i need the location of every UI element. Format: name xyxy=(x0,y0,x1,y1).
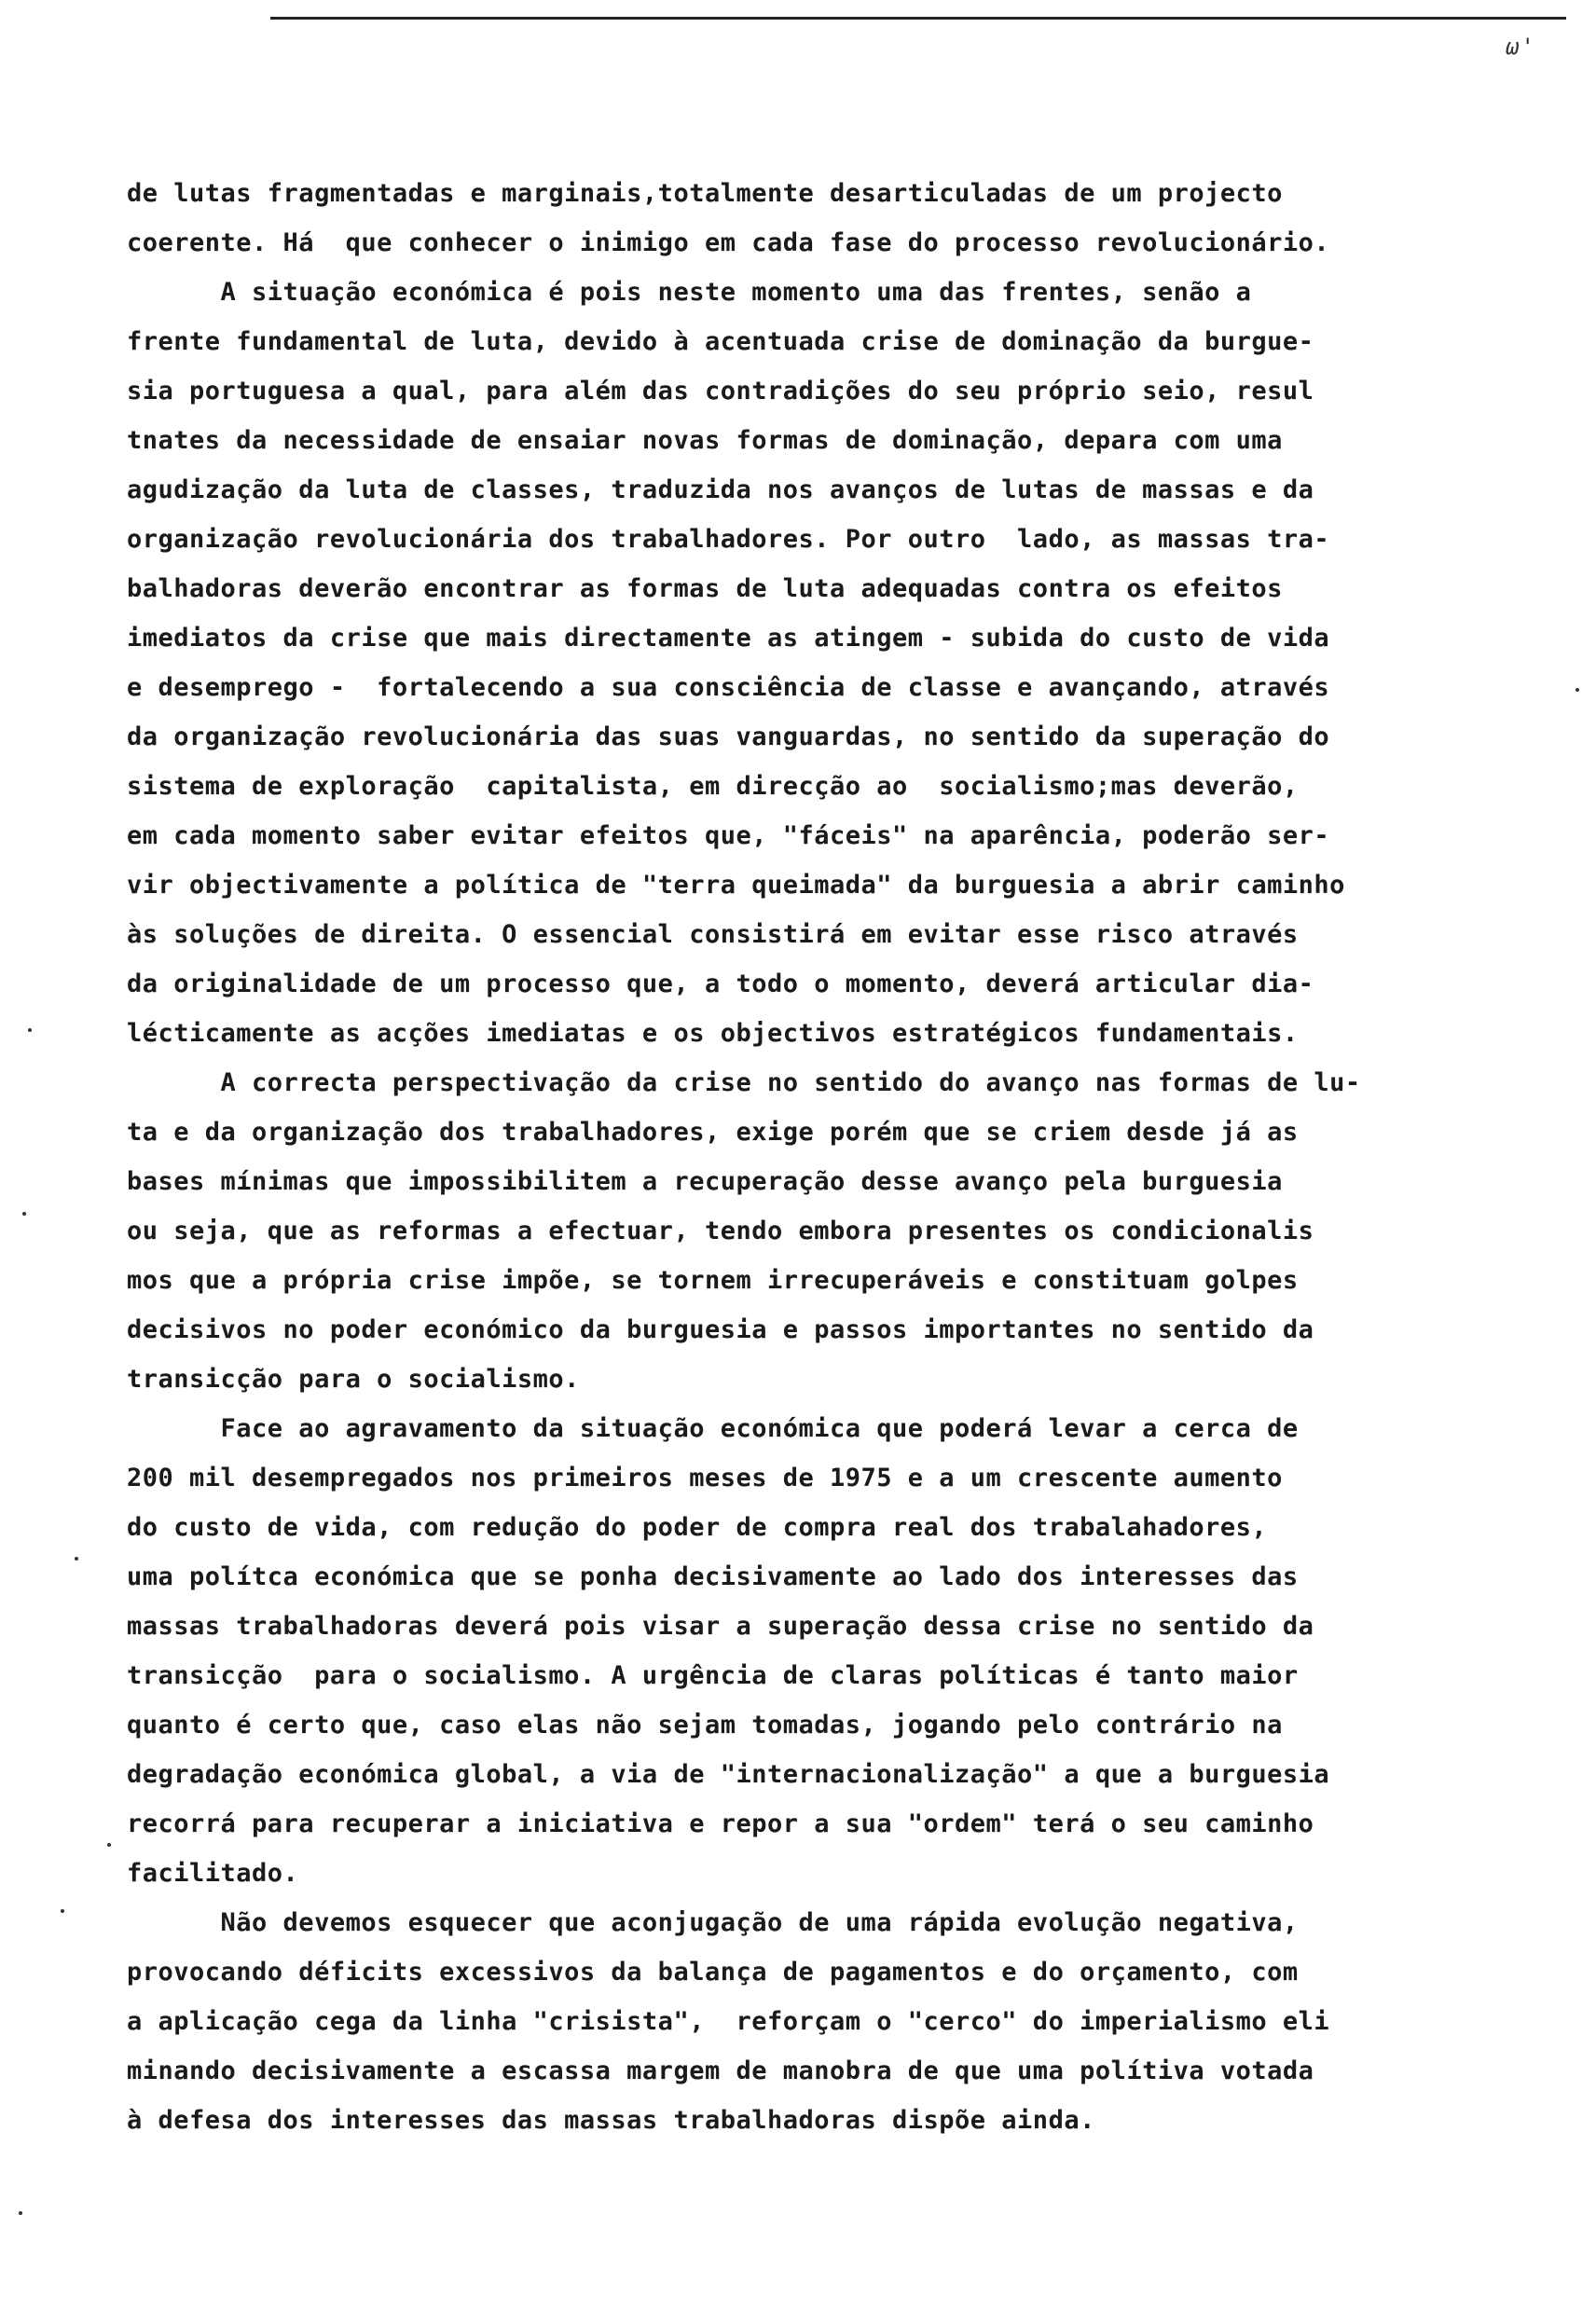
text-line: sistema de exploração capitalista, em direcção ao socialismo;mas deverão, xyxy=(127,772,1299,801)
text-line: lécticamente as acções imediatas e os objectivos estratégicos fundamentais. xyxy=(127,1019,1299,1048)
text-line: ou seja, que as reformas a efectuar, tendo embora presentes os condicionalis xyxy=(127,1217,1314,1245)
text-line: 200 mil desempregados nos primeiros meses de 1975 e a um crescente aumento xyxy=(127,1464,1283,1492)
text-line: balhadoras deverão encontrar as formas de luta adequadas contra os efeitos xyxy=(127,574,1283,603)
scan-speck xyxy=(61,1909,64,1913)
text-line: A situação económica é pois neste momento uma das frentes, senão a xyxy=(127,278,1252,307)
text-line: frente fundamental de luta, devido à acentuada crise de dominação da burgue- xyxy=(127,327,1314,356)
text-line: à defesa dos interesses das massas trabalhadoras dispõe ainda. xyxy=(127,2106,1095,2135)
text-line: Face ao agravamento da situação económica que poderá levar a cerca de xyxy=(127,1414,1299,1443)
text-line: de lutas fragmentadas e marginais,totalmente desarticuladas de um projecto xyxy=(127,179,1283,208)
text-line: vir objectivamente a política de "terra queimada" da burguesia a abrir caminho xyxy=(127,871,1345,900)
text-line: e desemprego - fortalecendo a sua consciência de classe e avançando, através xyxy=(127,673,1330,702)
text-line: tnates da necessidade de ensaiar novas formas de dominação, depara com uma xyxy=(127,426,1283,455)
text-line: sia portuguesa a qual, para além das contradições do seu próprio seio, resul xyxy=(127,377,1314,406)
scan-speck xyxy=(107,1843,111,1847)
top-rule xyxy=(270,17,1566,20)
scan-speck xyxy=(1575,688,1579,692)
text-line: massas trabalhadoras deverá pois visar a superação dessa crise no sentido da xyxy=(127,1612,1314,1641)
text-line: da originalidade de um processo que, a todo o momento, deverá articular dia- xyxy=(127,970,1314,998)
text-line: Não devemos esquecer que aconjugação de uma rápida evolução negativa, xyxy=(127,1908,1299,1937)
text-line: minando decisivamente a escassa margem de manobra de que uma polítiva votada xyxy=(127,2056,1314,2085)
text-line: decisivos no poder económico da burguesia e passos importantes no sentido da xyxy=(127,1315,1314,1344)
scan-speck xyxy=(75,1557,78,1561)
text-line: transicção para o socialismo. A urgência de claras políticas é tanto maior xyxy=(127,1661,1299,1690)
text-line: imediatos da crise que mais directamente as atingem - subida do custo de vida xyxy=(127,624,1330,653)
text-line: agudização da luta de classes, traduzida nos avanços de lutas de massas e da xyxy=(127,475,1314,504)
text-line: às soluções de direita. O essencial consistirá em evitar esse risco através xyxy=(127,920,1299,949)
text-line: organização revolucionária dos trabalhadores. Por outro lado, as massas tra- xyxy=(127,525,1330,554)
scan-speck xyxy=(22,1212,26,1216)
text-line: do custo de vida, com redução do poder de compra real dos trabalahadores, xyxy=(127,1513,1268,1542)
page-mark: ω' xyxy=(1506,34,1536,60)
text-line: uma polítca económica que se ponha decisivamente ao lado dos interesses das xyxy=(127,1562,1299,1591)
scan-speck xyxy=(19,2211,22,2215)
text-line: facilitado. xyxy=(127,1859,299,1888)
text-line: coerente. Há que conhecer o inimigo em cada fase do processo revolucionário. xyxy=(127,228,1330,257)
text-line: provocando déficits excessivos da balança de pagamentos e do orçamento, com xyxy=(127,1958,1299,1987)
text-line: degradação económica global, a via de "internacionalização" a que a burguesia xyxy=(127,1760,1330,1789)
text-line: da organização revolucionária das suas vanguardas, no sentido da superação do xyxy=(127,722,1330,751)
text-line: bases mínimas que impossibilitem a recuperação desse avanço pela burguesia xyxy=(127,1167,1283,1196)
text-line: A correcta perspectivação da crise no sentido do avanço nas formas de lu- xyxy=(127,1068,1361,1097)
text-line: recorrá para recuperar a iniciativa e repor a sua "ordem" terá o seu caminho xyxy=(127,1809,1314,1838)
text-line: quanto é certo que, caso elas não sejam tomadas, jogando pelo contrário na xyxy=(127,1711,1283,1740)
text-line: em cada momento saber evitar efeitos que, "fáceis" na aparência, poderão ser- xyxy=(127,821,1330,850)
text-line: a aplicação cega da linha "crisista", reforçam o "cerco" do imperialismo eli xyxy=(127,2007,1330,2036)
text-line: transicção para o socialismo. xyxy=(127,1365,580,1394)
scan-speck xyxy=(28,1028,32,1032)
text-line: mos que a própria crise impõe, se tornem irrecuperáveis e constituam golpes xyxy=(127,1266,1299,1295)
text-line: ta e da organização dos trabalhadores, exige porém que se criem desde já as xyxy=(127,1118,1299,1147)
